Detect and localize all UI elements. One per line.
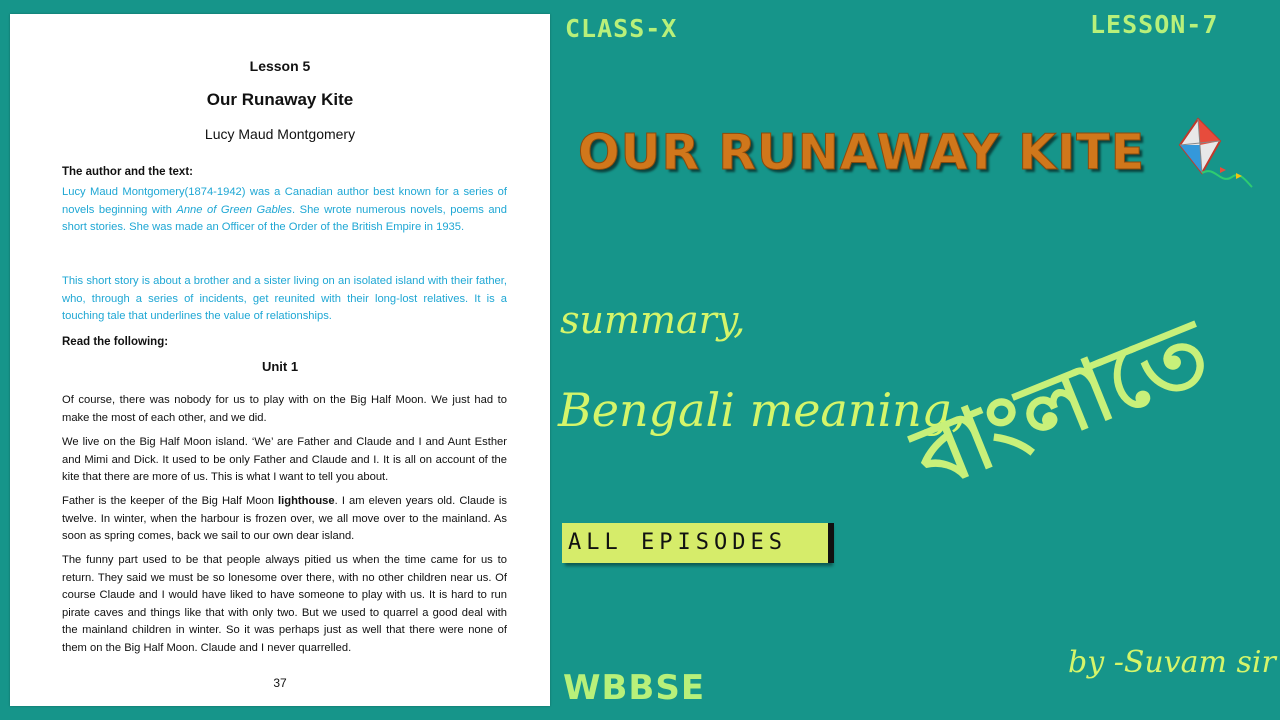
book-page xyxy=(10,14,550,706)
bengali-meaning-text: Bengali meaning, xyxy=(558,383,966,437)
story-p3-bold: lighthouse xyxy=(278,495,335,507)
author-p1-book-title: Anne of Green Gables xyxy=(176,203,292,216)
story-paragraph-4: The funny part used to be that people always pitied us when the time came for us to return. They said we must be so lonesome over there, with no other children near us. Of course Claude and I would have liked to have someone to play with us. It is hard to run pirate caves and things like that with only two. But we used to quarrel a good deal with the mainland children in winter. So it was perhaps just as well that there were none of them on the Big Half Moon. Claude and I never quarrelled. xyxy=(62,554,507,654)
author-p1-text-b: . She wrote numerous novels, poems and short stories. She was made an Officer of the Order of the British Empire in 1935. xyxy=(62,203,507,233)
story-p3-text-b: . I am eleven years old. Claude is twelve. In winter, when the harbour is frozen over, we all move over to the mainland. As soon as spring comes, back we sail to our own dear island. xyxy=(62,495,507,542)
lesson-author: Lucy Maud Montgomery xyxy=(204,126,356,142)
byline: by -Suvam sir xyxy=(1068,645,1276,680)
lesson-number: Lesson 5 xyxy=(249,58,311,74)
author-paragraph-2: This short story is about a brother and a sister living on an isolated island with their father, who, through a series of incidents, get reunited with their long-lost relatives. It is a touching tale that underlines the value of relationships. xyxy=(62,275,507,322)
author-p1-text-a: Lucy Maud Montgomery(1874-1942) was a Canadian author best known for a series of novels beginning with xyxy=(62,186,507,216)
story-paragraph-3 xyxy=(62,493,507,546)
kite-icon xyxy=(1160,115,1260,195)
bangla-text: বাংলাতে xyxy=(900,299,1222,510)
story-paragraph-1: Of course, there was nobody for us to play with on the Big Half Moon. We just had to make the most of each other, and we did. xyxy=(62,394,507,424)
lesson-label: LESSON-7 xyxy=(1090,10,1219,39)
all-episodes-banner: ALL EPISODES xyxy=(562,523,830,563)
author-heading: The author and the text: xyxy=(62,166,193,178)
summary-text: summary, xyxy=(560,298,746,342)
main-title: OUR RUNAWAY KITE xyxy=(578,124,1146,181)
page-number: 37 xyxy=(273,676,287,690)
episodes-banner-bar xyxy=(828,523,834,563)
story-p3-text-a: Father is the keeper of the Big Half Moon xyxy=(62,495,279,507)
unit-heading: Unit 1 xyxy=(261,359,299,374)
story-paragraph-2: We live on the Big Half Moon island. ‘We’ are Father and Claude and I and Aunt Esther and Mimi and Dick. It used to be only Father and Claude and I. It is all on account of the kite that there are more of us. This is what I want to tell you about. xyxy=(62,436,507,483)
board-label: WBBSE xyxy=(563,668,706,708)
author-paragraph-1 xyxy=(62,184,507,237)
lesson-title: Our Runaway Kite xyxy=(206,90,354,109)
class-label: CLASS-X xyxy=(565,14,678,43)
read-heading: Read the following: xyxy=(62,336,169,348)
